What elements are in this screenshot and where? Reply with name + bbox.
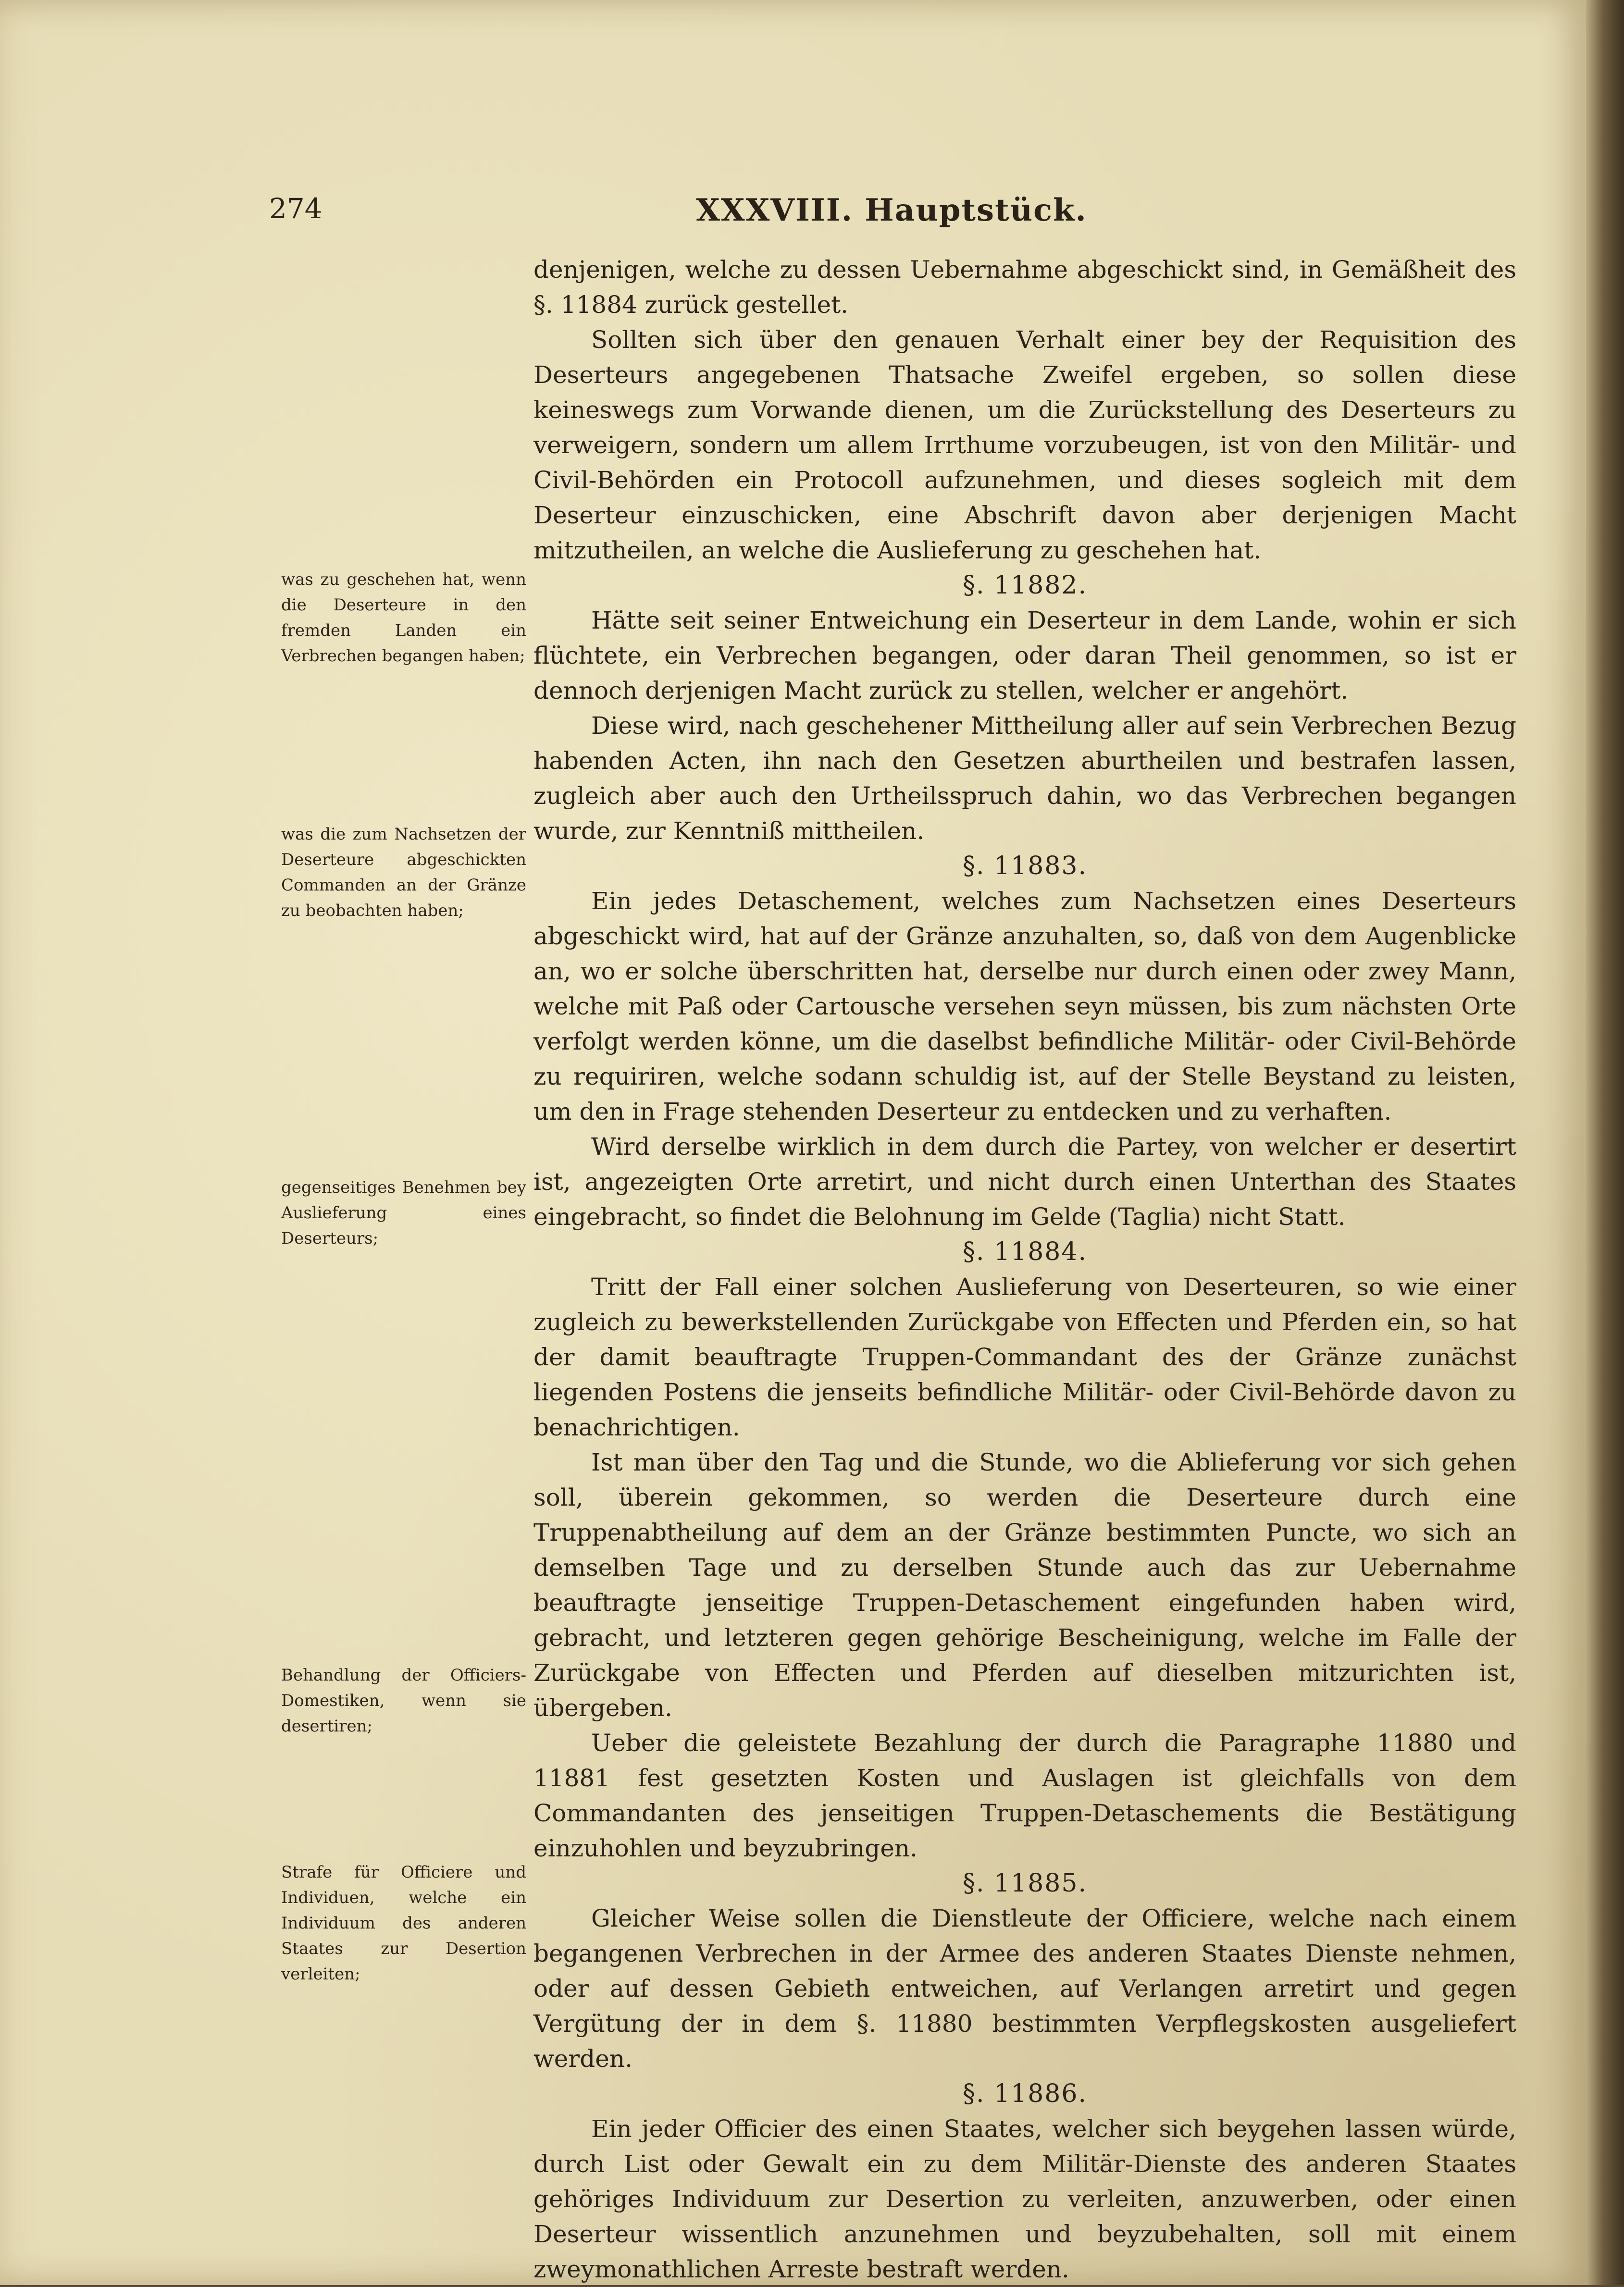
margin-note: Behandlung der Officiers-Domestiken, wenn sie desertiren; <box>281 1666 526 1736</box>
margin-note: gegenseitiges Benehmen bey Auslieferung eines Deserteurs; <box>281 1178 526 1248</box>
main-text <box>533 252 1516 2287</box>
section-heading: §. 11885. <box>962 1869 1087 1898</box>
page-header <box>269 192 1514 235</box>
section-heading: §. 11883. <box>962 852 1087 880</box>
paragraph: Hätte seit seiner Entweichung ein Deserteur in dem Lande, wohin er sich flüchtete, ein Verbrechen begangen, oder daran Theil genommen, so ist er dennoch derjenigen Macht zurück zu stellen, welcher er angehört. <box>533 606 1516 705</box>
paragraph: Diese wird, nach geschehener Mittheilung aller auf sein Verbrechen Bezug habenden Acten, ihn nach den Gesetzen aburtheilen und bestrafen lassen, zugleich aber auch den Urtheilsspruch dahin, wo das Verbrechen begangen wurde, zur Kenntniß mittheilen. <box>533 712 1516 845</box>
paragraph: Wird derselbe wirklich in dem durch die Partey, von welcher er desertirt ist, angezeigten Orte arretirt, und nicht durch einen Unterthan des Staates eingebracht, so findet die Belohnung im Gelde (Taglia) nicht Statt. <box>533 1133 1516 1231</box>
paragraph: Tritt der Fall einer solchen Auslieferung von Deserteuren, so wie einer zugleich zu bewerkstellenden Zurückgabe von Effecten und Pferden ein, so hat der damit beauftragte Truppen-Commandant des der Gränze zunächst liegenden Postens die jenseits befindliche Militär- oder Civil-Behörde davon zu benachrichtigen. <box>533 1273 1516 1441</box>
section-heading: §. 11884. <box>962 1237 1087 1266</box>
paragraph: Ist man über den Tag und die Stunde, wo die Ablieferung vor sich gehen soll, überein gekommen, so werden die Deserteure durch eine Truppenabtheilung auf dem an der Gränze bestimmten Puncte, wo sich an demselben Tage und zu derselben Stunde auch das zur Uebernahme beauftragte jenseitige Truppen-Detaschement eingefunden haben wird, gebracht, und letzteren gegen gehörige Bescheinigung, welche im Falle der Zurückgabe von Effecten und Pferden auf dieselben mitzurichten ist, übergeben. <box>533 1448 1516 1722</box>
margin-note: was zu geschehen hat, wenn die Deserteure in den fremden Landen ein Verbrechen begangen haben; <box>281 570 526 666</box>
margin-note: Strafe für Officiere und Individuen, welche ein Individuum des anderen Staates zur Desertion verleiten; <box>281 1863 526 1984</box>
paragraph: Gleicher Weise sollen die Dienstleute der Officiere, welche nach einem begangenen Verbrechen in der Armee des anderen Staates Dienste nehmen, oder auf dessen Gebieth entweichen, auf Verlangen arretirt und gegen Vergütung der in dem §. 11880 bestimmten Verpflegskosten ausgeliefert werden. <box>533 1904 1516 2073</box>
paragraph: Ueber die geleistete Bezahlung der durch die Paragraphe 11880 und 11881 fest gesetzten Kosten und Auslagen ist gleichfalls von dem Commandanten des jenseitigen Truppen-Detaschements die Bestätigung einzuhohlen und beyzubringen. <box>533 1729 1516 1862</box>
running-head: XXXVIII. Hauptstück. <box>696 192 1087 228</box>
paragraph: Sollten sich über den genauen Verhalt einer bey der Requisition des Deserteurs angegebenen Thatsache Zweifel ergeben, so sollen diese keineswegs zum Vorwande dienen, um die Zurückstellung des Deserteurs zu verweigern, sondern um allem Irrthume vorzubeugen, ist von den Militär- und Civil-Behörden ein Protocoll aufzunehmen, und dieses sogleich mit dem Deserteur einzuschicken, eine Abschrift davon aber derjenigen Macht mitzutheilen, an welche die Auslieferung zu geschehen hat. <box>533 326 1516 564</box>
paragraph: Ein jedes Detaschement, welches zum Nachsetzen eines Deserteurs abgeschickt wird, hat auf der Gränze anzuhalten, so, daß von dem Augenblicke an, wo er solche überschritten hat, derselbe nur durch einen oder zwey Mann, welche mit Paß oder Cartousche versehen seyn müssen, bis zum nächsten Orte verfolgt werden könne, um die daselbst befindliche Militär- oder Civil-Behörde zu requiriren, welche sodann schuldig ist, auf der Stelle Beystand zu leisten, um den in Frage stehenden Deserteur zu entdecken und zu verhaften. <box>533 887 1516 1125</box>
page-number: 274 <box>269 192 322 225</box>
paragraph: Ein jeder Officier des einen Staates, welcher sich beygehen lassen würde, durch List oder Gewalt ein zu dem Militär-Dienste des anderen Staates gehöriges Individuum zur Desertion zu verleiten, anzuwerben, oder einen Deserteur wissentlich anzunehmen und beyzubehalten, soll mit einem zweymonathlichen Arreste bestraft werden. <box>533 2115 1516 2283</box>
section-heading: §. 11882. <box>962 571 1087 600</box>
section-heading: §. 11886. <box>962 2079 1087 2108</box>
margin-note: was die zum Nachsetzen der Deserteure abgeschickten Commanden an der Gränze zu beobachten haben; <box>281 825 526 920</box>
paragraph: denjenigen, welche zu dessen Uebernahme abgeschickt sind, in Gemäßheit des §. 11884 zurück gestellet. <box>533 256 1516 319</box>
book-gutter <box>1586 0 1624 2285</box>
